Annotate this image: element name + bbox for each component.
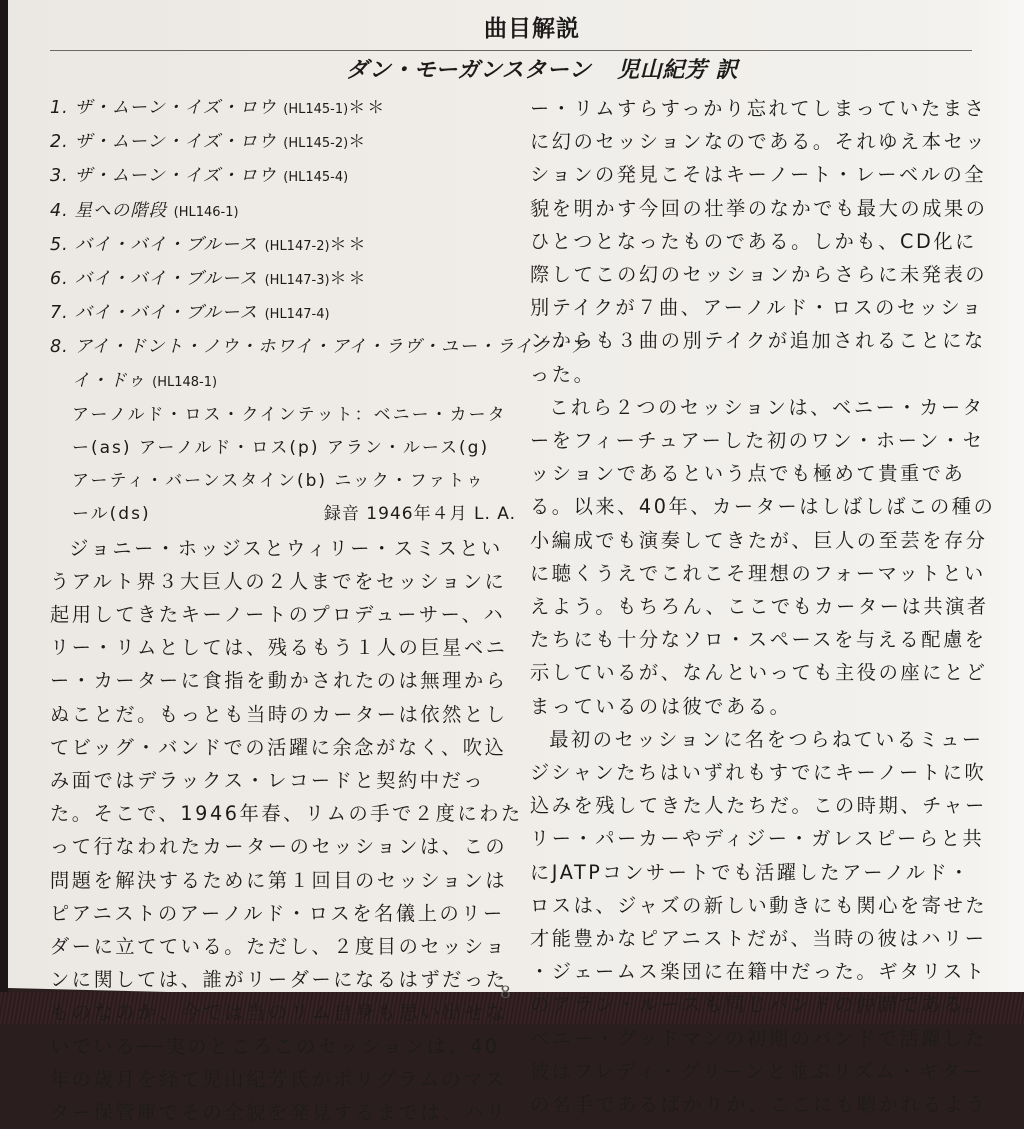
body-text-line: に聴くうえでこれこそ理想のフォーマットとい (530, 561, 986, 585)
matrix-code: (HL145-1) (283, 102, 349, 117)
track-item-continued (50, 365, 520, 399)
body-text-line: 貌を明かす今回の壮挙のなかでも最大の成果の (530, 196, 988, 220)
body-text-line: ぬことだ。もっとも当時のカーターは依然とし (50, 702, 508, 726)
track-number: 4. (50, 200, 69, 221)
matrix-code: (HL147-2) (264, 238, 330, 254)
matrix-code: (HL145-4) (283, 170, 349, 186)
track-item (50, 195, 520, 229)
body-text-line: リー・リムとしては、残るもう１人の巨星ベニ (50, 636, 508, 660)
personnel-text: ー(as) アーノルド・ロス(p) アラン・ルース(g) (72, 438, 490, 459)
author-name: ダン・モーガンスターン (345, 58, 592, 83)
matrix-code: (HL146-1) (173, 204, 239, 220)
track-number: 5. (50, 234, 69, 255)
right-body-text (530, 92, 1010, 1121)
body-text-line: ロスは、ジャズの新しい動きにも関心を寄せた (530, 893, 988, 917)
body-text-line: 年の歳月を経て児山紀芳氏がポリグラムのマス (50, 1067, 507, 1091)
body-text-line: ー・リムすらすっかり忘れてしまっていたまさ (530, 97, 987, 120)
body-text-line: 別テイクが７曲、アーノルド・ロスのセッショ (530, 296, 984, 320)
body-text-line: リー・パーカーやディジー・ガレスピーらと共 (530, 827, 985, 851)
right-column (530, 92, 1010, 1121)
track-number: 3. (50, 166, 69, 187)
personnel-line (50, 465, 520, 498)
track-title-cont: イ・ドゥ (72, 370, 146, 391)
track-title: ザ・ムーン・イズ・ロウ (74, 132, 277, 153)
body-text-line: ひとつとなったものである。しかも、CD化に (530, 229, 977, 253)
body-text-line: いでいる──実のところこのセッションは、40 (50, 1034, 500, 1058)
track-number: 6. (50, 269, 69, 290)
track-number: 8. (50, 337, 69, 358)
personnel-line (50, 498, 520, 531)
body-text-line: 小編成でも演奏してきたが、巨人の至芸を存分 (530, 528, 988, 552)
body-text-line: まっているのは彼である。 (530, 694, 792, 718)
body-text-line: って行なわれたカーターのセッションは、この (50, 835, 508, 859)
body-text-line: た。そこで、1946年春、リムの手で２度にわた (50, 802, 523, 826)
body-text-line: った。 (530, 362, 596, 386)
body-text-line: ションの発見こそはキーノート・レーベルの全 (530, 163, 987, 187)
page-number: 8 (500, 983, 511, 1003)
body-text-line: 込みを残してきた人たちだ。この時期、チャー (530, 794, 987, 818)
track-title: バイ・バイ・ブルース (74, 269, 259, 290)
body-text-line: ものなのか、今では当のリム自身も思い出せな (50, 1001, 508, 1025)
unreleased-marker: ＊＊ (329, 269, 368, 290)
body-text-line: これら２つのセッションは、ベニー・カータ (549, 395, 985, 419)
track-title: バイ・バイ・ブルース (74, 303, 259, 324)
unreleased-marker: ＊ (348, 132, 368, 153)
body-text-line: る。以来、40年、カーターはしばしばこの種の (530, 495, 996, 519)
track-title: ザ・ムーン・イズ・ロウ (74, 166, 277, 187)
body-text-line: に幻のセッションなのである。それゆえ本セッ (530, 130, 988, 154)
unreleased-marker: ＊＊ (329, 234, 368, 255)
body-text-line: 彼はフレディ・グリーンと並ぶリズム・ギター (530, 1059, 985, 1083)
translator-name: 児山紀芳 (617, 58, 708, 83)
track-item (50, 229, 520, 263)
personnel-block (50, 399, 520, 532)
body-text-line: ジョニー・ホッジスとウィリー・スミスとい (69, 536, 503, 560)
body-text-line: ・ジェームス楽団に在籍中だった。ギタリスト (530, 960, 987, 984)
body-text-line: 示しているが、なんといっても主役の座にとど (530, 661, 988, 685)
left-column (50, 92, 589, 1129)
body-text-line: ダーに立てている。ただし、２度目のセッショ (50, 935, 508, 959)
track-item (50, 160, 520, 194)
track-item (50, 263, 520, 297)
personnel-line (50, 432, 520, 465)
body-text-line: にJATPコンサートでも活躍したアーノルド・ (530, 860, 972, 884)
personnel-text: アーティ・バーンスタイン(b) ニック・ファトゥ (72, 471, 485, 492)
matrix-code: (HL145-2) (283, 136, 349, 152)
personnel-text: ール(ds) (72, 504, 151, 525)
page-title: 曲目解説 (484, 16, 580, 42)
body-text-line: ッションであるという点でも極めて貴重であ (530, 462, 966, 486)
left-body-text (50, 532, 523, 1129)
body-text-line: えよう。もちろん、ここでもカーターは共演者 (530, 595, 989, 619)
booklet-edge-shadow (0, 0, 8, 1024)
track-number: 1. (50, 98, 69, 118)
body-text-line: たちにも十分なソロ・スペースを与える配慮を (530, 628, 987, 652)
body-text-line: み面ではデラックス・レコードと契約中だっ (50, 769, 486, 793)
body-text-line: ピアニストのアーノルド・ロスを名儀上のリー (50, 901, 505, 925)
matrix-code: (HL148-1) (152, 374, 218, 390)
body-text-line: 最初のセッションに名をつらねているミュー (549, 727, 984, 751)
body-text-line: うアルト界３大巨人の２人までをセッションに (50, 569, 507, 593)
body-text-line: 際してこの幻のセッションからさらに未発表の (530, 263, 988, 287)
matrix-code: (HL147-4) (264, 307, 330, 323)
body-text-line: のアラン・ルースも同じバンドの仲間である。 (530, 993, 987, 1017)
track-item (50, 92, 520, 126)
recording-info: 録音 1946年４月 L. A. (323, 504, 516, 525)
track-item (50, 126, 520, 160)
body-text-line: 問題を解決するために第１回目のセッションは (50, 868, 508, 892)
personnel-line (50, 399, 520, 432)
track-title: ザ・ムーン・イズ・ロウ (74, 98, 277, 118)
track-item (50, 331, 589, 364)
track-number: 7. (50, 303, 69, 324)
body-text-line: ー・カーターに食指を動かされたのは無理から (50, 669, 508, 693)
body-text-line: 才能豊かなピアニストだが、当時の彼はハリー (530, 927, 987, 951)
track-title: アイ・ドント・ノウ・ホワイ・アイ・ラヴ・ユー・ライク・ア (74, 337, 589, 358)
body-text-line: てビッグ・バンドでの活躍に余念がなく、吹込 (50, 735, 507, 759)
body-text-line: ジシャンたちはいずれもすでにキーノートに吹 (530, 761, 987, 785)
byline (0, 53, 1024, 84)
body-text-line: 起用してきたキーノートのプロデューサー、ハ (50, 603, 506, 627)
track-item (50, 297, 520, 331)
matrix-code: (HL147-3) (264, 273, 330, 289)
body-text-line: ンからも３曲の別テイクが追加されることにな (530, 329, 986, 353)
body-text-line: の名手であるばかりか、ここにも聴かれるよう (530, 1093, 988, 1117)
body-text-line: ター保管庫でその全貌を発見するまでは、ハリ (50, 1101, 508, 1125)
translator-suffix: 訳 (715, 58, 738, 83)
body-text-line: ーをフィーチュアーした初のワン・ホーン・セ (530, 429, 985, 453)
personnel-text: アーノルド・ロス・クインテット：ベニー・カータ (72, 404, 507, 425)
track-number: 2. (50, 132, 69, 153)
unreleased-marker: ＊＊ (348, 98, 387, 118)
body-text-line: ベニー・グッドマンの初期のバンドで活躍した (530, 1026, 987, 1050)
title-divider (50, 50, 972, 51)
track-title: 星への階段 (74, 200, 168, 221)
track-title: バイ・バイ・ブルース (74, 234, 259, 255)
body-text-line: ンに関しては、誰がリーダーになるはずだった (50, 968, 508, 992)
